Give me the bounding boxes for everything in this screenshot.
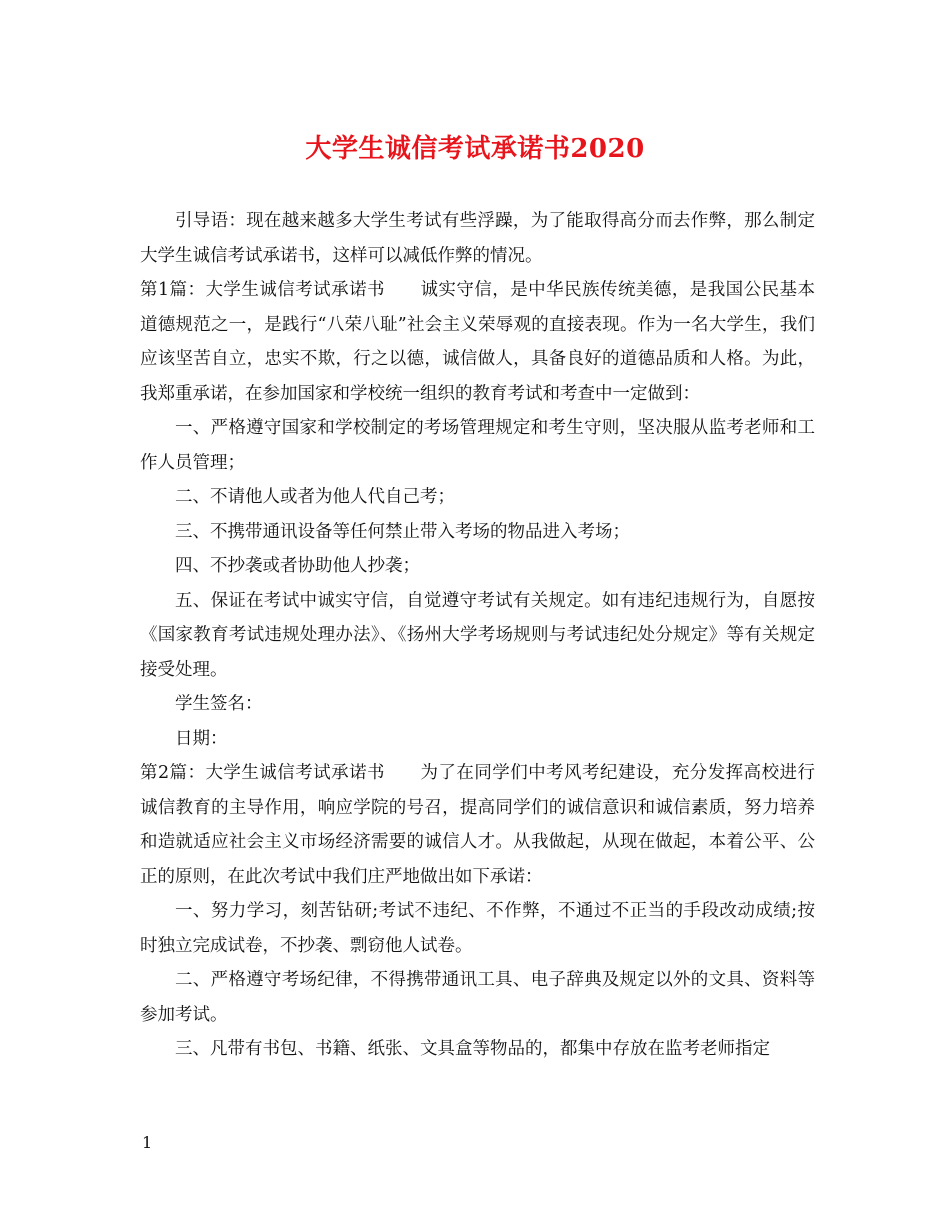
part2-item-1: 一、努力学习，刻苦钻研;考试不违纪、不作弊，不通过不正当的手段改动成绩;按时独立完成试卷，不抄袭、剽窃他人试卷。 [140, 901, 815, 956]
part2-heading: 第2篇：大学生诚信考试承诺书 [140, 763, 385, 783]
intro-paragraph: 引导语：现在越来越多大学生考试有些浮躁，为了能取得高分而去作弊，那么制定大学生诚信考试承诺书，这样可以减低作弊的情况。 [140, 211, 815, 266]
part2-lead-text: 为了在同学们中考风考纪建设，充分发挥高校进行诚信教育的主导作用，响应学院的号召，提高同学们的诚信意识和诚信素质，努力培养和造就适应社会主义市场经济需要的诚信人才。从我做起，从现在做起，本着公平、公正的原则，在此次考试中我们庄严地做出如下承诺： [140, 763, 815, 887]
part1-item-3: 三、不携带通讯设备等任何禁止带入考场的物品进入考场； [175, 521, 630, 542]
page-number: 1 [142, 1133, 153, 1152]
part2-item-3: 三、凡带有书包、书籍、纸张、文具盒等物品的，都集中存放在监考老师指定 [175, 1039, 770, 1059]
part1-lead-paragraph [140, 273, 815, 411]
part1-lead-text: 诚实守信，是中华民族传统美德，是我国公民基本道德规范之一，是践行“八荣八耻”社会主义荣辱观的直接表现。作为一名大学生，我们应该坚苦自立，忠实不欺，行之以德，诚信做人，具备良好的道德品质和人格。为此，我郑重承诺，在参加国家和学校统一组织的教育考试和考查中一定做到： [140, 280, 815, 404]
part2-lead-paragraph [140, 756, 815, 894]
signature-label: 学生签名： [175, 694, 263, 714]
part1-item-2: 二、不请他人或者为他人代自己考； [175, 487, 455, 507]
part2-item-2: 二、严格遵守考场纪律，不得携带通讯工具、电子辞典及规定以外的文具、资料等参加考试。 [140, 970, 815, 1025]
part1-item-1: 一、严格遵守国家和学校制定的考场管理规定和考生守则，坚决服从监考老师和工作人员管理； [140, 418, 815, 473]
part1-item-4: 四、不抄袭或者协助他人抄袭； [175, 556, 420, 576]
part1-heading: 第1篇：大学生诚信考试承诺书 [140, 280, 385, 300]
document-title: 大学生诚信考试承诺书2020 [305, 134, 645, 164]
part1-item-5: 五、保证在考试中诚实守信，自觉遵守考试有关规定。如有违纪违规行为，自愿按《国家教育考试违规处理办法》、《扬州大学考场规则与考试违纪处分规定》等有关规定接受处理。 [140, 590, 815, 680]
date-label: 日期： [175, 728, 228, 749]
document-body [140, 204, 815, 1067]
